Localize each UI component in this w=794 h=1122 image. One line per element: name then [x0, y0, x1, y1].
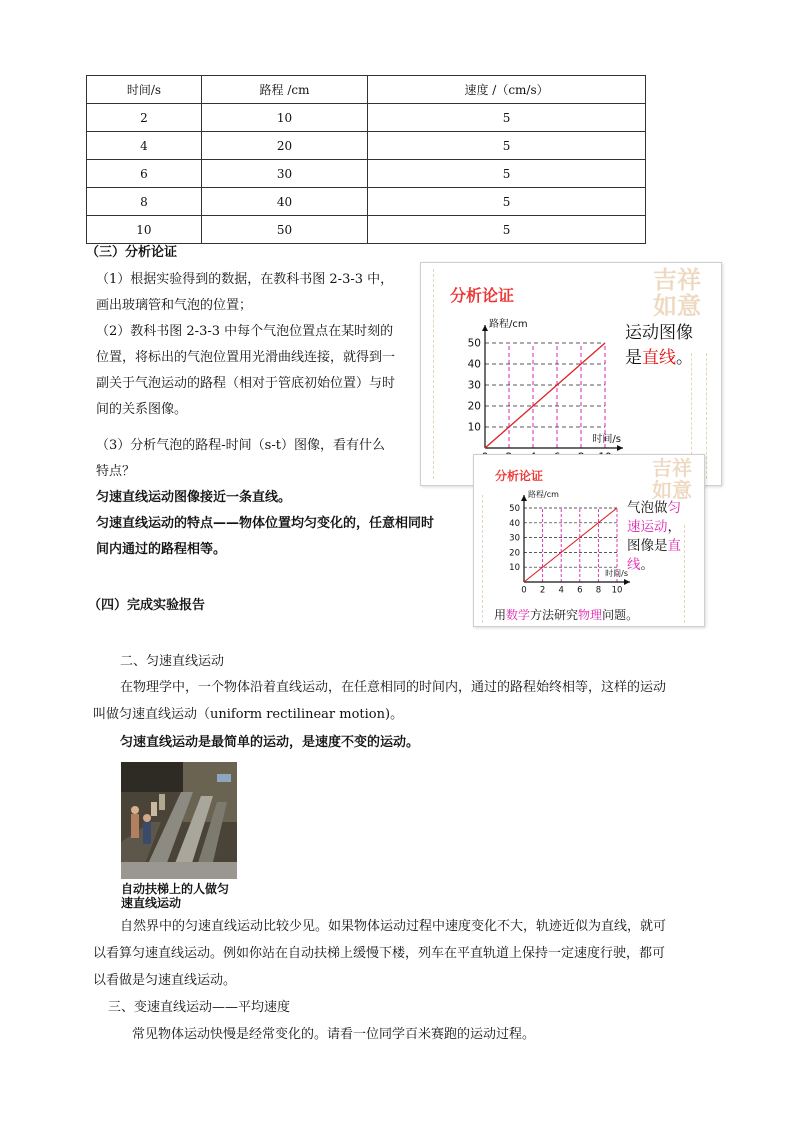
note-line: [627, 499, 681, 518]
slide-analysis-large: [420, 262, 722, 486]
note-text: 用: [494, 608, 507, 622]
table-cell: 4: [87, 132, 202, 160]
note-text: 。: [640, 557, 654, 573]
table-header: 速度 /（cm/s）: [368, 76, 646, 104]
y-tick-label: 40: [509, 518, 520, 529]
y-tick-label: 50: [509, 503, 520, 514]
slide-title: 分析论证: [495, 469, 544, 483]
table-cell: 6: [87, 160, 202, 188]
table-row: [87, 132, 646, 160]
paragraph-line: （2）教科书图 2-3-3 中每个气泡位置点在某时刻的: [96, 324, 394, 339]
note-line: [627, 518, 681, 537]
section-heading-report: （四）完成实验报告: [88, 598, 206, 613]
decor-dash: [706, 353, 707, 479]
table-cell: 10: [201, 104, 367, 132]
x-tick-label: 8: [595, 585, 602, 596]
table-row: [87, 104, 646, 132]
bold-statement: 匀速直线运动是最简单的运动，是速度不变的运动。: [120, 735, 420, 750]
y-tick-label: 30: [509, 533, 520, 544]
table-cell: 5: [368, 160, 646, 188]
section-heading-analysis: （三）分析论证: [86, 245, 178, 260]
note-line: [627, 556, 681, 575]
data-table: [86, 75, 646, 244]
caption-line: 自动扶梯上的人做匀: [121, 882, 230, 896]
table-header-row: [87, 76, 646, 104]
paragraph-line: 画出玻璃管和气泡的位置；: [96, 298, 253, 313]
escalator-image: [121, 762, 237, 879]
note-text: 是: [625, 348, 642, 368]
y-axis-label: 路程/cm: [489, 319, 528, 330]
y-tick-label: 50: [467, 337, 481, 350]
y-axis-arrow: [521, 495, 527, 501]
paragraph-line: 以看做是匀速直线运动。: [93, 973, 237, 988]
distance-time-chart: [496, 489, 646, 609]
decor-dash: [684, 525, 685, 623]
slide-analysis-small: [473, 454, 705, 627]
note-line: [627, 537, 681, 556]
y-tick-label: 30: [467, 379, 481, 392]
table-cell: 5: [368, 216, 646, 244]
table-cell: 5: [368, 132, 646, 160]
paragraph-line: 自然界中的匀速直线运动比较少见。如果物体运动过程中速度变化不大，轨迹近似为直线，就可: [120, 919, 667, 934]
table-cell: 8: [87, 188, 202, 216]
decor-dash: [433, 269, 434, 479]
table-row: [87, 216, 646, 244]
table-cell: 30: [201, 160, 367, 188]
conclusion-line: 匀速直线运动图像接近一条直线。: [96, 490, 292, 505]
y-tick-label: 20: [467, 400, 481, 413]
conclusion-line: 匀速直线运动的特点——物体位置均匀变化的，任意相同时: [96, 516, 435, 531]
table-cell: 10: [87, 216, 202, 244]
section-heading-uniform-motion: 二、匀速直线运动: [120, 654, 225, 669]
y-tick-label: 20: [509, 548, 520, 559]
table-cell: 40: [201, 188, 367, 216]
note-highlight: 匀: [667, 500, 681, 516]
note-highlight: 直: [667, 538, 681, 554]
stamp-logo: 吉祥 如意: [652, 456, 692, 502]
note-text: ，: [667, 519, 681, 535]
paragraph-line: （3）分析气泡的路程-时间（s-t）图像，看有什么: [96, 438, 385, 453]
note-text: 方法研究: [530, 608, 579, 622]
paragraph-line: 位置，将标出的气泡位置用光滑曲线连接，就得到一: [96, 350, 396, 365]
table-row: [87, 160, 646, 188]
paragraph-line: 叫做匀速直线运动（uniform rectilinear motion)。: [93, 707, 404, 722]
note-highlight: 数学: [506, 608, 531, 622]
paragraph-line: 在物理学中，一个物体沿着直线运动，在任意相同的时间内，通过的路程始终相等，这样的运动: [120, 680, 667, 695]
table-header: 路程 /cm: [201, 76, 367, 104]
x-tick-label: 2: [539, 585, 546, 596]
x-tick-label: 6: [577, 585, 583, 596]
x-axis-label: 时间/s: [605, 569, 628, 578]
paragraph-line: 副关于气泡运动的路程（相对于管底初始位置）与时: [96, 376, 396, 391]
section-heading-variable-motion: 三、变速直线运动——平均速度: [108, 1000, 291, 1015]
slide-note: [627, 499, 681, 575]
conclusion-line: 间内通过的路程相等。: [96, 542, 227, 557]
escalator-photo: [121, 762, 237, 879]
photo-caption: [121, 882, 261, 910]
y-axis-arrow: [482, 325, 488, 331]
note-line: [625, 346, 693, 371]
note-highlight: 直线: [642, 348, 676, 368]
note-highlight: 线: [627, 557, 641, 573]
note-highlight: 速运动: [627, 519, 668, 535]
paragraph-line: 以看算匀速直线运动。例如你站在自动扶梯上缓慢下楼，列车在平直轨道上保持一定速度行驶，都可: [93, 946, 666, 961]
table-cell: 20: [201, 132, 367, 160]
slide-note: [625, 321, 693, 371]
x-axis-arrow: [617, 445, 623, 451]
y-tick-label: 10: [509, 563, 520, 574]
table-cell: 2: [87, 104, 202, 132]
table-cell: 5: [368, 188, 646, 216]
paragraph-line: 特点？: [96, 464, 136, 479]
paragraph-line: 常见物体运动快慢是经常变化的。请看一位同学百米赛跑的运动过程。: [132, 1027, 536, 1042]
note-text: 。: [676, 348, 693, 368]
note-line: 运动图像: [625, 323, 693, 343]
note-text: 图像是: [627, 538, 668, 554]
decor-dash: [482, 495, 483, 623]
x-axis-arrow: [624, 579, 630, 585]
data-line: [485, 343, 605, 448]
table-row: [87, 188, 646, 216]
table-header: 时间/s: [87, 76, 202, 104]
y-tick-label: 10: [467, 421, 481, 434]
paragraph-line: 间的关系图像。: [96, 402, 188, 417]
note-text: 气泡做: [627, 500, 668, 516]
note-highlight: 物理: [578, 608, 603, 622]
stamp-logo: 吉祥 如意: [653, 265, 701, 320]
slide-title: 分析论证: [450, 286, 515, 305]
x-axis-label: 时间/s: [592, 434, 621, 445]
table-cell: 50: [201, 216, 367, 244]
caption-line: 速直线运动: [121, 896, 182, 910]
x-tick-label: 10: [611, 585, 623, 596]
note-text: 问题。: [602, 608, 639, 622]
y-axis-label: 路程/cm: [528, 490, 559, 499]
x-tick-label: 4: [558, 585, 564, 596]
x-tick-label: 0: [521, 585, 527, 596]
y-tick-label: 40: [467, 358, 481, 371]
paragraph-line: （1）根据实验得到的数据，在教科书图 2-3-3 中，: [96, 272, 394, 287]
slide-bottom-note: [494, 608, 638, 622]
table-cell: 5: [368, 104, 646, 132]
data-line: [524, 508, 617, 582]
